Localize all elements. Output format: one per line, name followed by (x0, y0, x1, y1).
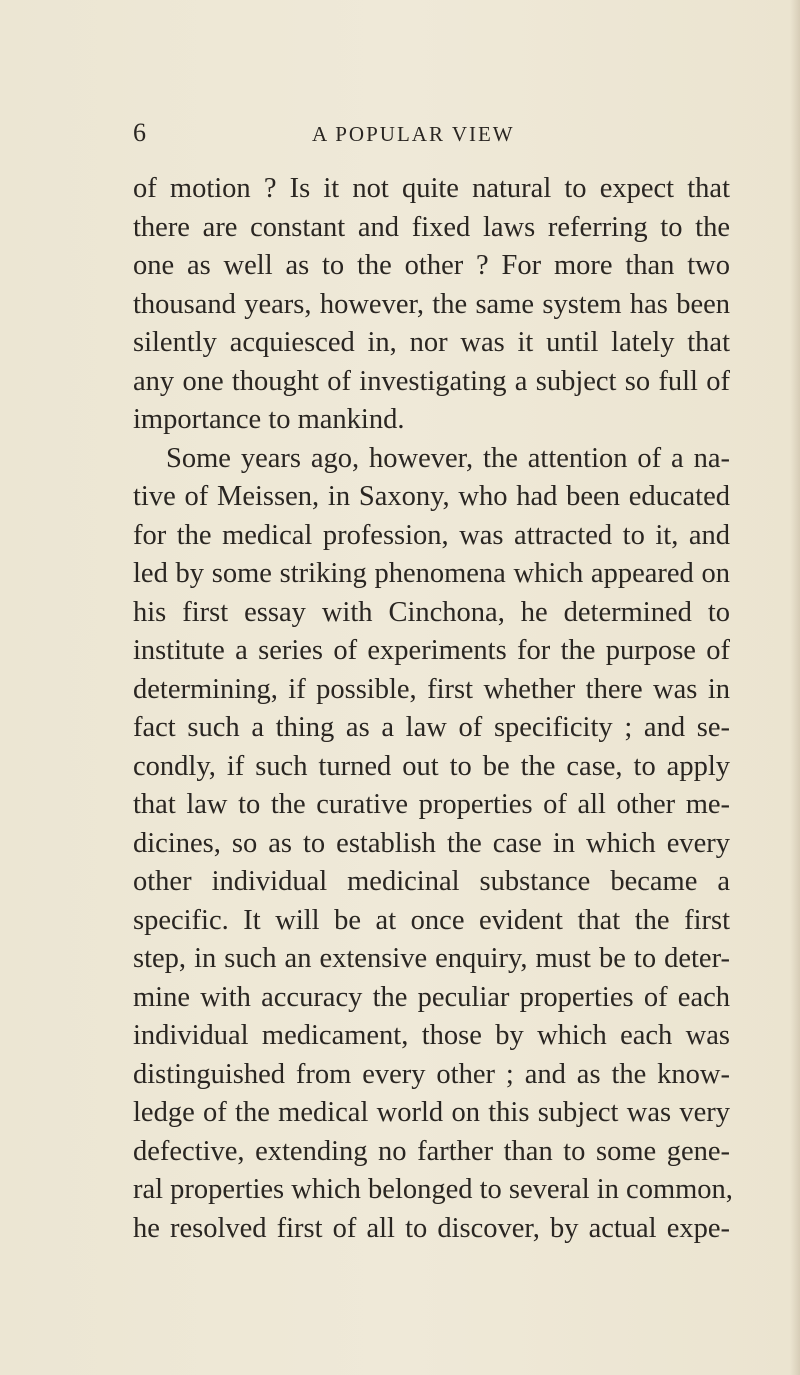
text-line: thousand years, however, the same system has been (133, 288, 730, 320)
text-line: distinguished from every other ; and as the know- (133, 1058, 730, 1090)
page-number: 6 (133, 118, 146, 147)
text-line: any one thought of investigating a subject so full of (133, 365, 730, 397)
text-line: defective, extending no farther than to some gene- (133, 1135, 730, 1167)
text-line: silently acquiesced in, nor was it until lately that (133, 327, 730, 358)
text-line: institute a series of experiments for the purpose of (133, 635, 730, 666)
text-line: dicines, so as to establish the case in which every (133, 827, 730, 859)
text-line: he resolved first of all to discover, by actual expe- (133, 1212, 730, 1244)
text-line: tive of Meissen, in Saxony, who had been educated (133, 481, 730, 512)
text-line: determining, if possible, first whether there was in (133, 673, 730, 705)
text-line: his first essay with Cinchona, he determined to (133, 596, 730, 628)
text-line: fact such a thing as a law of specificity ; and se- (133, 712, 730, 743)
text-line: there are constant and fixed laws referring to the (133, 211, 730, 243)
text-line: that law to the curative properties of all other me- (133, 789, 730, 820)
text-line: for the medical profession, was attracted to it, and (133, 519, 730, 551)
running-head-title: A POPULAR VIEW (312, 122, 515, 146)
text-line: one as well as to the other ? For more than two (133, 250, 730, 281)
running-head (0, 118, 800, 158)
text-line: other individual medicinal substance became a (133, 866, 730, 897)
text-line: condly, if such turned out to be the case, to apply (133, 750, 730, 782)
text-line: individual medicament, those by which each was (133, 1020, 730, 1051)
text-line: mine with accuracy the peculiar properties of each (133, 981, 730, 1013)
body-text (133, 170, 733, 1248)
text-line: importance to mankind. (133, 404, 405, 435)
text-line: ledge of the medical world on this subject was very (133, 1097, 730, 1128)
text-line: Some years ago, however, the attention of a na- (166, 442, 730, 474)
text-line: ral properties which belonged to several in common, (133, 1174, 733, 1205)
text-line: specific. It will be at once evident that the first (133, 904, 730, 936)
text-line: of motion ? Is it not quite natural to expect that (133, 173, 730, 204)
text-line: led by some striking phenomena which appeared on (133, 558, 730, 589)
page-edge-shadow (790, 0, 800, 1375)
text-line: step, in such an extensive enquiry, must be to deter- (133, 943, 730, 974)
